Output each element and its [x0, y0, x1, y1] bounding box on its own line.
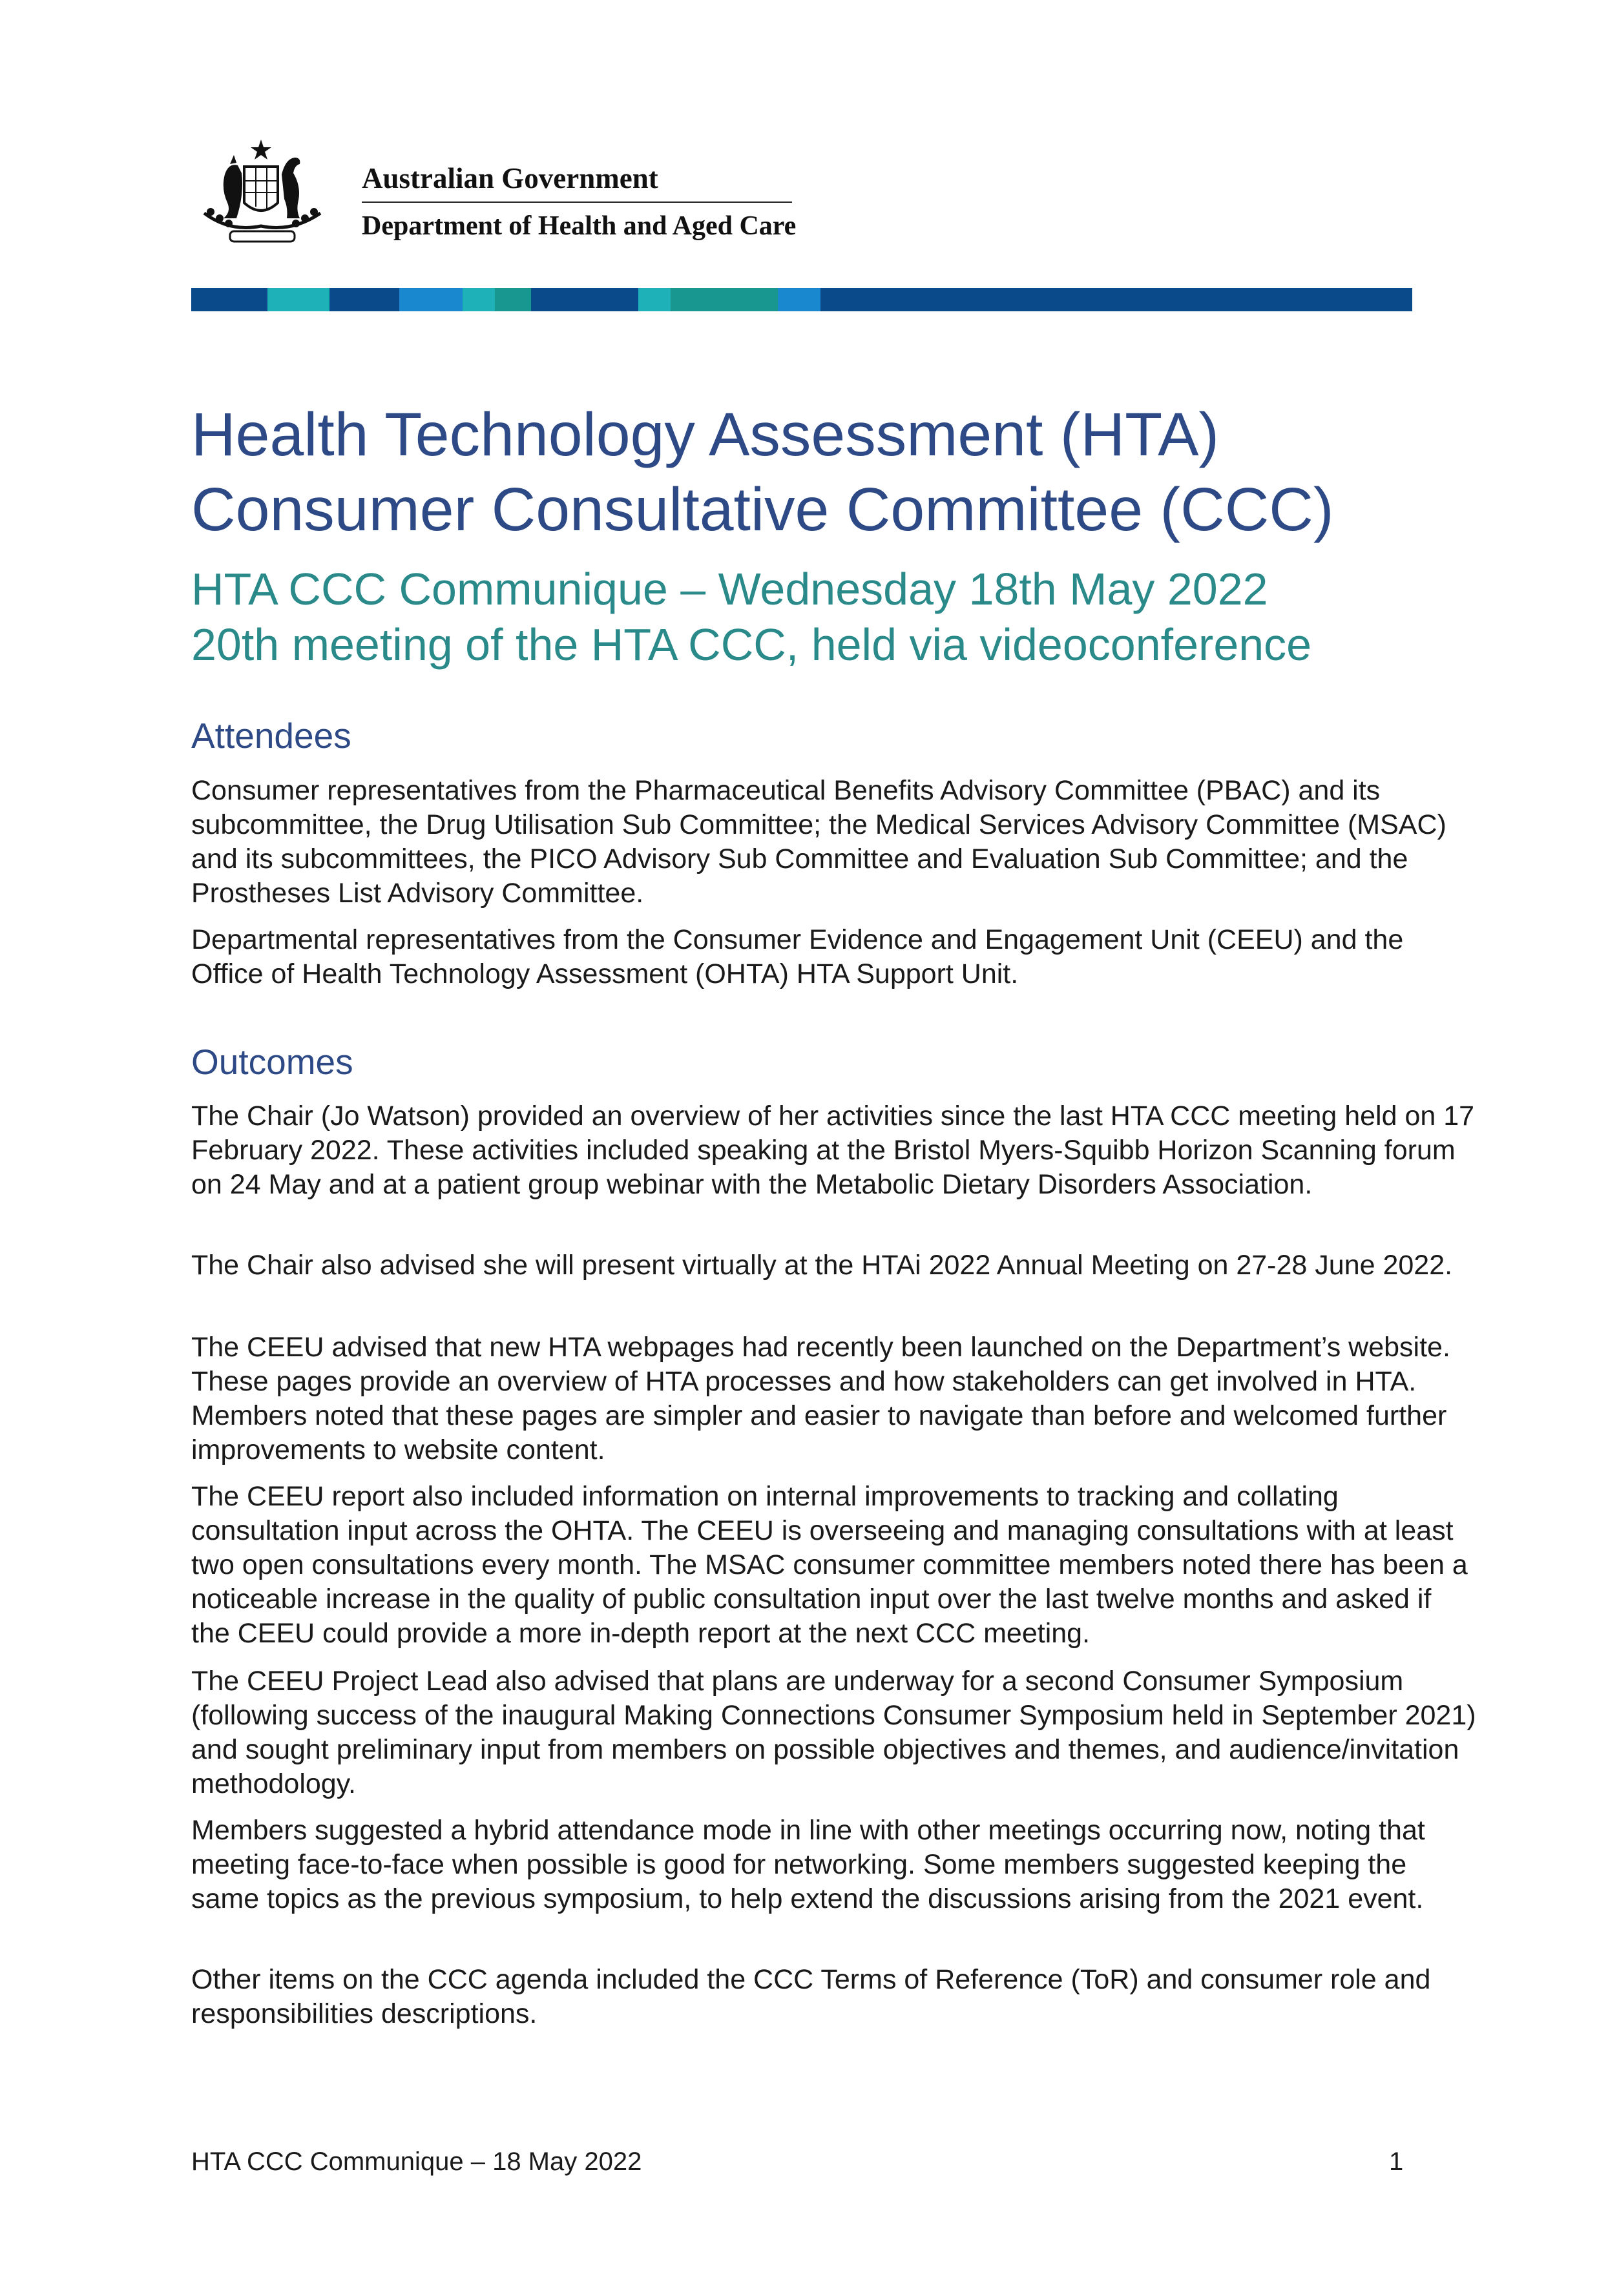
government-logo	[191, 136, 811, 252]
attendees-heading: Attendees	[191, 716, 351, 756]
colour-bar-segment	[638, 288, 671, 311]
colour-bar-segment	[671, 288, 778, 311]
colour-bar-segment	[267, 288, 329, 311]
outcomes-heading: Outcomes	[191, 1042, 353, 1082]
footer-document-title: HTA CCC Communique – 18 May 2022	[191, 2147, 642, 2176]
colour-bar-segment	[463, 288, 495, 311]
department-name: Department of Health and Aged Care	[362, 211, 797, 241]
outcomes-paragraph-1: The Chair (Jo Watson) provided an overview of her activities since the last HTA CCC meeting held on 17 February 2022. These activities included speaking at the Bristol Myers-Squibb Horizon Scanning forum on 24 May and at a patient group webinar with the Metabolic Dietary Disorders Association.	[191, 1101, 1475, 1200]
government-name: Australian Government	[362, 162, 658, 194]
outcomes-paragraph-7: Other items on the CCC agenda included the CCC Terms of Reference (ToR) and consumer role and responsibilities descriptions.	[191, 1964, 1431, 2029]
page-subtitle	[191, 561, 1483, 672]
outcomes-paragraph-5: The CEEU Project Lead also advised that plans are underway for a second Consumer Symposium (following success of the inaugural Making Connections Consumer Symposium held in September 2021) and sought preliminary input from members on possible objectives and themes, and audience/invitation methodology.	[191, 1666, 1476, 1799]
logo-divider	[362, 202, 792, 203]
colour-bar-segment	[531, 288, 638, 311]
colour-bar-segment	[495, 288, 531, 311]
attendees-paragraph-1: Consumer representatives from the Pharmaceutical Benefits Advisory Committee (PBAC) and its subcommittee, the Drug Utilisation Sub Committee; the Medical Services Advisory Committee (MSAC) and its subcommittees, the PICO Advisory Sub Committee and Evaluation Sub Committee; and the Prostheses List Advisory Committee.	[191, 775, 1446, 909]
colour-bar-segment	[778, 288, 820, 311]
outcomes-paragraph-4: The CEEU report also included information on internal improvements to tracking and collating consultation input across the OHTA. The CEEU is overseeing and managing consultations with at least two open consultations every month. The MSAC consumer committee members noted there has been a noticeable increase in the quality of public consultation input over the last twelve months and asked if the CEEU could provide a more in-depth report at the next CCC meeting.	[191, 1481, 1468, 1649]
colour-bar-segment	[191, 288, 267, 311]
colour-bar-segment	[399, 288, 463, 311]
page-title	[191, 397, 1483, 547]
outcomes-paragraph-2: The Chair also advised she will present virtually at the HTAi 2022 Annual Meeting on 27-28 June 2022.	[191, 1250, 1453, 1281]
subtitle-line-2: 20th meeting of the HTA CCC, held via videoconference	[191, 619, 1312, 670]
title-line-1: Health Technology Assessment (HTA)	[191, 400, 1220, 469]
colour-bar-segment	[820, 288, 1412, 311]
page-number: 1	[1389, 2147, 1404, 2176]
outcomes-paragraph-6: Members suggested a hybrid attendance mode in line with other meetings occurring now, noting that meeting face-to-face when possible is good for networking. Some members suggested keeping the same topics as the previous symposium, to help extend the discussions arising from the 2021 event.	[191, 1815, 1425, 1914]
outcomes-paragraph-3: The CEEU advised that new HTA webpages had recently been launched on the Department’s website. These pages provide an overview of HTA processes and how stakeholders can get involved in HTA. Members noted that these pages are simpler and easier to navigate than before and welcomed further improvements to website content.	[191, 1332, 1450, 1465]
colour-bar-segment	[329, 288, 399, 311]
colour-bar	[191, 288, 1412, 311]
title-line-2: Consumer Consultative Committee (CCC)	[191, 475, 1334, 544]
attendees-paragraph-2: Departmental representatives from the Consumer Evidence and Engagement Unit (CEEU) and the Office of Health Technology Assessment (OHTA) HTA Support Unit.	[191, 924, 1404, 989]
subtitle-line-1: HTA CCC Communique – Wednesday 18th May 2022	[191, 564, 1268, 614]
coat-of-arms-icon	[191, 136, 353, 252]
